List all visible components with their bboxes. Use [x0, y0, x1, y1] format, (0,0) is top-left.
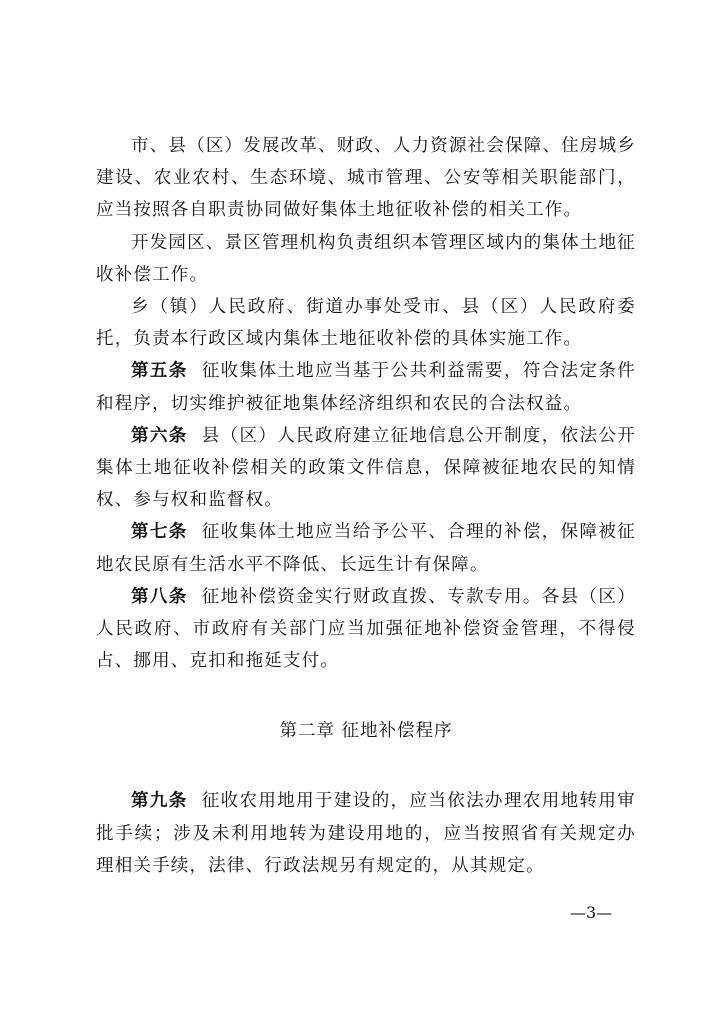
article-number: 第九条: [131, 791, 188, 812]
article-text: 征地补偿资金实行财政直拨、专款专用。各县（区）人民政府、市政府有关部门应当加强征地补偿资金管理，不得侵占、挪用、克扣和拖延支付。: [96, 586, 636, 672]
article-number: 第八条: [131, 586, 188, 607]
article-7: [96, 516, 636, 580]
article-9: [96, 785, 636, 882]
article-text: 征收农用地用于建设的，应当依法办理农用地转用审批手续；涉及未利用地转为建设用地的，应当按照省有关规定办理相关手续，法律、行政法规另有规定的，从其规定。: [96, 791, 636, 876]
article-text: 征收集体土地应当基于公共利益需要，符合法定条件和程序，切实维护被征地集体经济组织和农民的合法权益。: [96, 361, 636, 414]
paragraph: 市、县（区）发展改革、财政、人力资源社会保障、住房城乡建设、农业农村、生态环境、城市管理、公安等相关职能部门，应当按照各自职责协同做好集体土地征收补偿的相关工作。: [96, 136, 636, 221]
article-8: [96, 581, 636, 678]
article-6: [96, 420, 636, 517]
paragraph: 乡（镇）人民政府、街道办事处受市、县（区）人民政府委托，负责本行政区域内集体土地征收补偿的具体实施工作。: [96, 297, 636, 350]
article-text: 县（区）人民政府建立征地信息公开制度，依法公开集体土地征收补偿相关的政策文件信息，保障被征地农民的知情权、参与权和监督权。: [96, 425, 636, 511]
article-5: [96, 355, 636, 419]
article-number: 第七条: [131, 522, 188, 543]
document-body: [96, 130, 636, 882]
page-number: —3—: [570, 903, 613, 922]
article-number: 第六条: [131, 425, 188, 446]
article-text: 征收集体土地应当给予公平、合理的补偿，保障被征地农民原有生活水平不降低、长远生计有保障。: [96, 522, 636, 575]
chapter-title: 第二章 征地补偿程序: [279, 721, 453, 742]
article-number: 第五条: [131, 361, 188, 382]
paragraph: 开发园区、景区管理机构负责组织本管理区域内的集体土地征收补偿工作。: [96, 232, 636, 285]
